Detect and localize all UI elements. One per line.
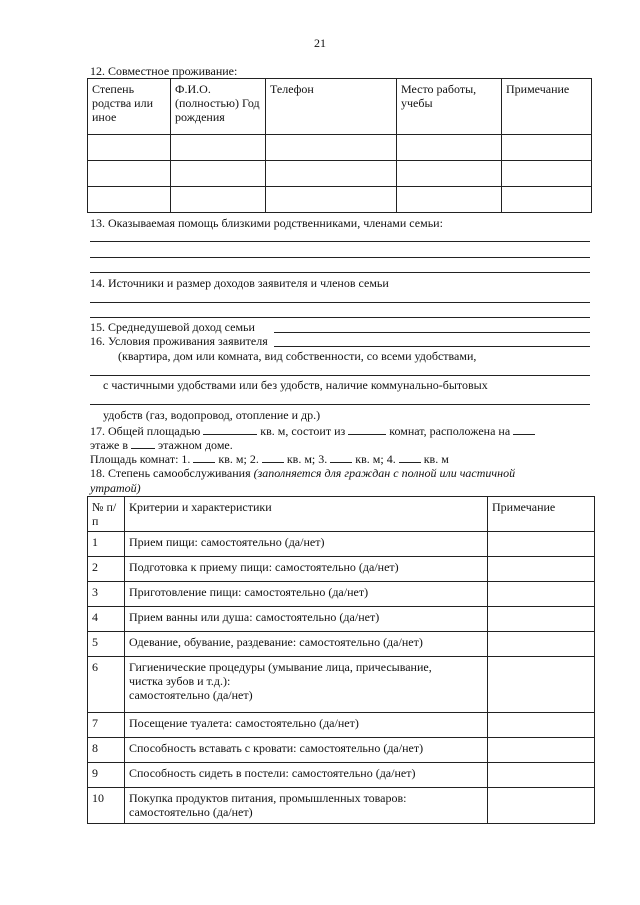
table-row: 8 Способность вставать с кровати: самостоятельно (да/нет) <box>88 738 595 763</box>
header-cell: Телефон <box>266 79 397 135</box>
section-17-line-3: Площадь комнат: 1. кв. м; 2. кв. м; 3. кв. м; 4. кв. м <box>90 452 449 466</box>
section-17-line-1: 17. Общей площадью кв. м, состоит из комнат, расположена на <box>90 423 595 438</box>
header-cell: Ф.И.О. (полностью) Год рождения <box>171 79 266 135</box>
section-12-title: 12. Совместное проживание: <box>90 64 238 78</box>
header-cell: Примечание <box>488 497 595 532</box>
table-row: 10 Покупка продуктов питания, промышленных товаров: самостоятельно (да/нет) <box>88 788 595 824</box>
section-18-title: 18. Степень самообслуживания (заполняется для граждан с полной или частичной <box>90 466 516 480</box>
table-row: 4 Прием ванны или душа: самостоятельно (да/нет) <box>88 607 595 632</box>
blank-line <box>90 241 590 242</box>
cohabitation-table <box>87 78 592 213</box>
table-header-row <box>88 497 595 532</box>
blank-line <box>274 346 590 347</box>
table-row: 2 Подготовка к приему пищи: самостоятельно (да/нет) <box>88 557 595 582</box>
blank-line <box>90 317 590 318</box>
table-row: 6 Гигиенические процедуры (умывание лица, причесывание, чистка зубов и т.д.): самостоятельно (да/нет) <box>88 657 595 713</box>
table-row: 5 Одевание, обувание, раздевание: самостоятельно (да/нет) <box>88 632 595 657</box>
blank-line <box>90 404 590 405</box>
section-18-title-note: утратой) <box>90 481 141 495</box>
blank-line <box>274 332 590 333</box>
table-header-row <box>88 79 592 135</box>
table-row: 7 Посещение туалета: самостоятельно (да/нет) <box>88 713 595 738</box>
section-14-title: 14. Источники и размер доходов заявителя и членов семьи <box>90 276 389 290</box>
header-cell: Степень родства или иное <box>88 79 171 135</box>
area-blank <box>203 423 257 435</box>
self-care-table <box>87 496 595 824</box>
section-16-line-2: с частичными удобствами или без удобств, наличие коммунально-бытовых <box>103 378 488 392</box>
blank-line <box>90 302 590 303</box>
header-cell: Место работы, учебы <box>397 79 502 135</box>
section-16-title: 16. Условия проживания заявителя <box>90 334 268 348</box>
table-row <box>88 187 592 213</box>
blank-line <box>90 257 590 258</box>
table-row <box>88 135 592 161</box>
section-15-title: 15. Среднедушевой доход семьи <box>90 320 255 334</box>
floor-blank <box>513 423 535 435</box>
blank-line <box>90 375 590 376</box>
section-17-line-2: этаже в этажном доме. <box>90 438 233 452</box>
header-cell: Критерии и характеристики <box>125 497 488 532</box>
header-cell: № п/п <box>88 497 125 532</box>
rooms-blank <box>348 423 386 435</box>
section-16-line-3: удобств (газ, водопровод, отопление и др.) <box>103 408 321 422</box>
header-cell: Примечание <box>502 79 592 135</box>
table-row: 9 Способность сидеть в постели: самостоятельно (да/нет) <box>88 763 595 788</box>
section-13-title: 13. Оказываемая помощь близкими родственниками, членами семьи: <box>90 216 443 230</box>
table-row <box>88 161 592 187</box>
table-row: 1 Прием пищи: самостоятельно (да/нет) <box>88 532 595 557</box>
page-number: 21 <box>314 36 326 50</box>
blank-line <box>90 272 590 273</box>
section-16-line-1: (квартира, дом или комната, вид собственности, со всеми удобствами, <box>118 349 477 363</box>
floors-blank <box>131 437 155 449</box>
table-row: 3 Приготовление пищи: самостоятельно (да/нет) <box>88 582 595 607</box>
